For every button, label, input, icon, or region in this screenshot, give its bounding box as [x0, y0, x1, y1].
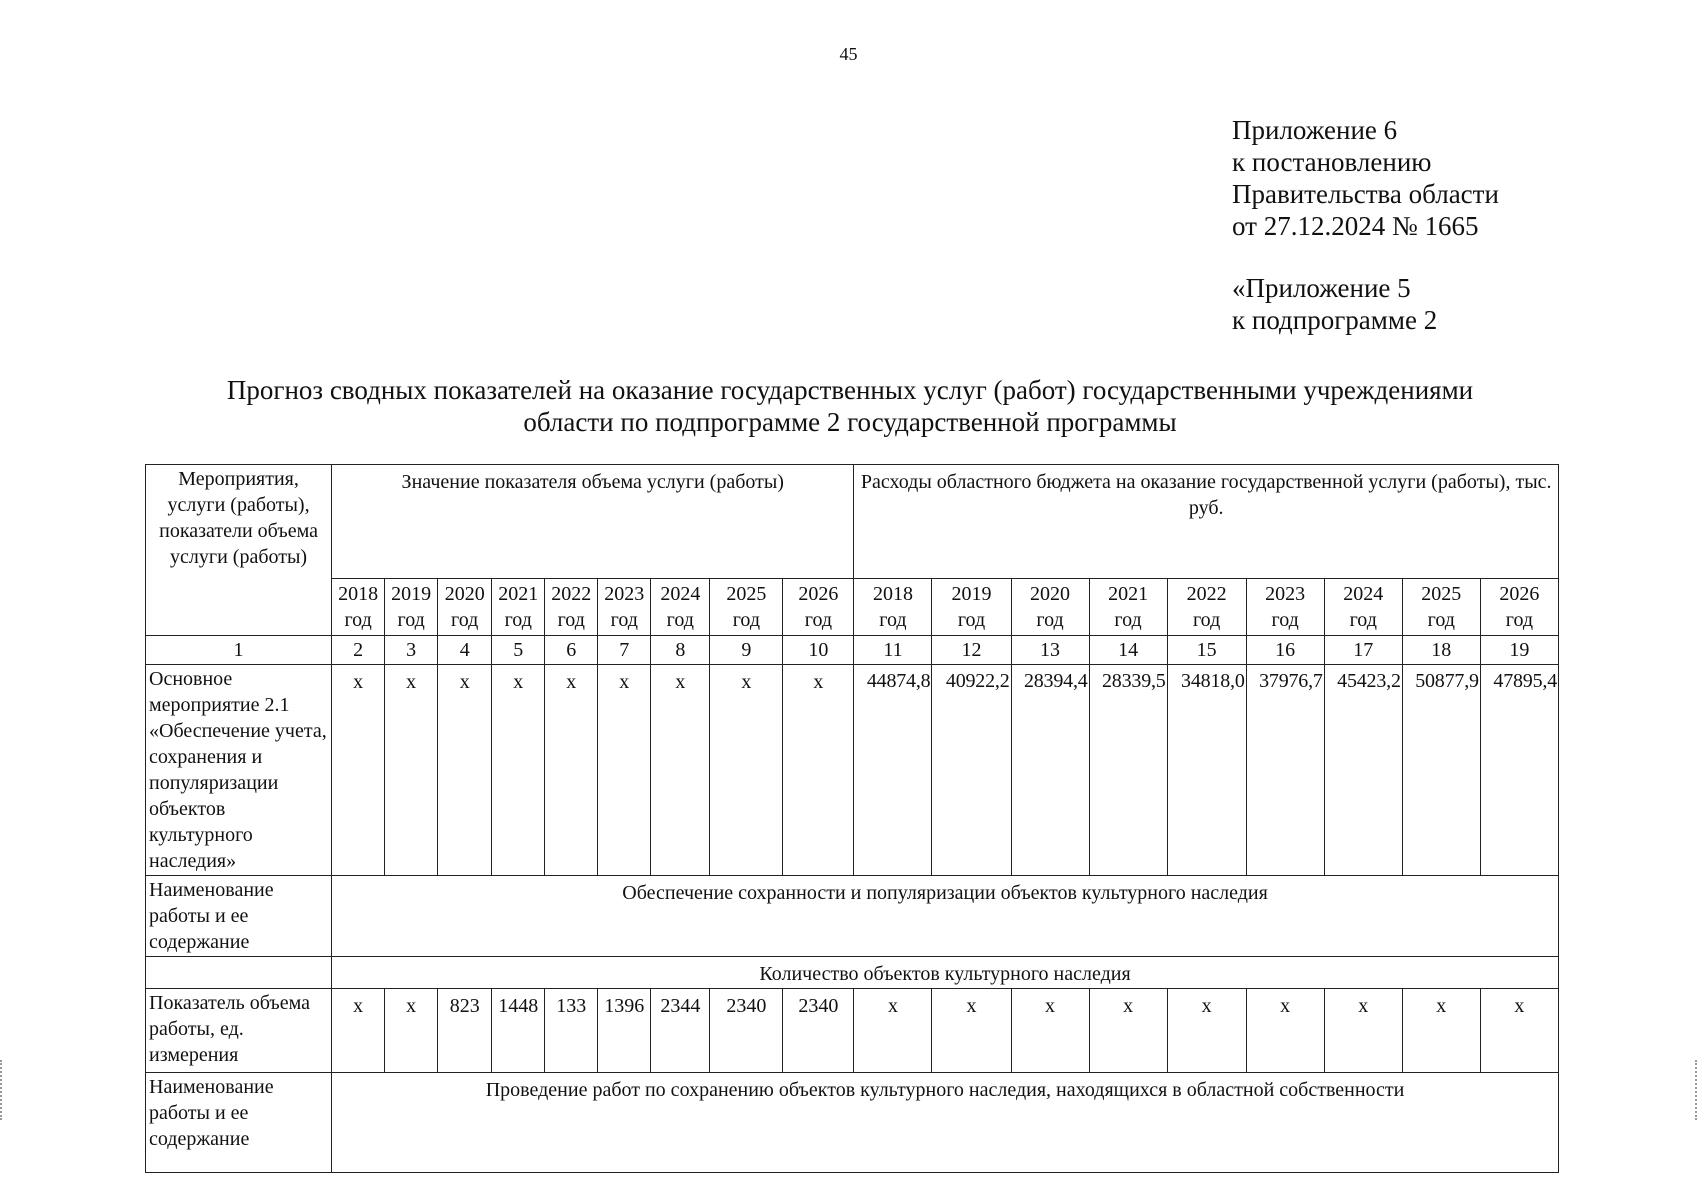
- year-value: 2019: [391, 583, 432, 605]
- volume-cell: 2344: [651, 989, 710, 1073]
- volume-cell: x: [385, 665, 438, 876]
- appendix-line: Правительства области: [1232, 179, 1499, 209]
- volume-cell: 823: [438, 989, 492, 1073]
- column-number-cell: 18: [1402, 636, 1480, 665]
- year-header-cell: [651, 579, 710, 636]
- year-header-cell: [1089, 579, 1167, 636]
- year-value: 2025: [1421, 583, 1462, 605]
- column-number-cell: 11: [854, 636, 932, 665]
- expense-cell: x: [1167, 989, 1246, 1073]
- year-suffix: год: [957, 609, 986, 631]
- year-suffix: год: [557, 609, 585, 631]
- expense-cell: x: [854, 989, 932, 1073]
- expense-cell: x: [1089, 989, 1167, 1073]
- year-suffix: год: [610, 609, 638, 631]
- expense-cell: x: [1480, 989, 1558, 1073]
- table-row: [146, 665, 1559, 876]
- volume-cell: x: [598, 665, 651, 876]
- year-value: 2026: [1499, 583, 1540, 605]
- column-number-cell: 19: [1480, 636, 1558, 665]
- volume-cell: x: [651, 665, 710, 876]
- column-number-cell: 8: [651, 636, 710, 665]
- table-row: [146, 1073, 1559, 1173]
- year-header-cell: [854, 579, 932, 636]
- column-number-cell: 12: [932, 636, 1011, 665]
- column-number-cell: 7: [598, 636, 651, 665]
- year-header-cell: [783, 579, 854, 636]
- expense-cell: 47895,4: [1480, 665, 1558, 876]
- year-header-cell: [1402, 579, 1480, 636]
- appendix-line: Приложение 6: [1232, 115, 1398, 145]
- year-suffix: год: [504, 609, 532, 631]
- expense-cell: 37976,7: [1246, 665, 1324, 876]
- volume-cell: x: [385, 989, 438, 1073]
- volume-cell: x: [492, 665, 545, 876]
- expense-cell: x: [932, 989, 1011, 1073]
- year-suffix: год: [1192, 609, 1221, 631]
- column-number-cell: 3: [385, 636, 438, 665]
- year-suffix: год: [732, 609, 760, 631]
- volume-cell: x: [332, 989, 385, 1073]
- appendix-line: от 27.12.2024 № 1665: [1232, 211, 1479, 241]
- year-suffix: год: [1349, 609, 1377, 631]
- year-suffix: год: [1114, 609, 1142, 631]
- year-header-cell: [385, 579, 438, 636]
- expense-cell: 28339,5: [1089, 665, 1167, 876]
- row-label: [146, 957, 332, 989]
- year-suffix: год: [804, 609, 833, 631]
- year-value: 2020: [444, 583, 485, 605]
- year-suffix: год: [1505, 609, 1534, 631]
- year-value: 2024: [660, 583, 701, 605]
- expense-cell: 44874,8: [854, 665, 932, 876]
- year-value: 2018: [872, 583, 913, 605]
- year-value: 2021: [1108, 583, 1149, 605]
- volume-cell: 1396: [598, 989, 651, 1073]
- volume-cell: 2340: [710, 989, 783, 1073]
- work-name-text: Проведение работ по сохранению объектов культурного наследия, находящихся в областной собственности: [332, 1073, 1559, 1173]
- year-header-cell: [932, 579, 1011, 636]
- year-header-cell: [710, 579, 783, 636]
- year-suffix: год: [344, 609, 372, 631]
- column-number-cell: 13: [1011, 636, 1089, 665]
- expense-cell: 45423,2: [1324, 665, 1402, 876]
- year-value: 2021: [498, 583, 539, 605]
- volume-cell: x: [545, 665, 598, 876]
- year-header-cell: [332, 579, 385, 636]
- volume-cell: x: [438, 665, 492, 876]
- year-header-cell: [545, 579, 598, 636]
- work-name-text: Обеспечение сохранности и популяризации объектов культурного наследия: [332, 876, 1559, 957]
- column-number-cell: 9: [710, 636, 783, 665]
- year-value: 2026: [798, 583, 839, 605]
- appendix-line: «Приложение 5: [1232, 273, 1411, 303]
- year-value: 2022: [1186, 583, 1227, 605]
- row-label: Наименование работы и ее содержание: [146, 876, 332, 957]
- volume-cell: x: [710, 665, 783, 876]
- document-title: [150, 374, 1550, 438]
- forecast-table: [145, 464, 1559, 1173]
- title-line-2: области по подпрограмме 2 государственной программы: [523, 407, 1177, 437]
- page-number: 45: [839, 44, 858, 64]
- year-suffix: год: [1036, 609, 1064, 631]
- year-header-cell: [492, 579, 545, 636]
- expense-cell: 40922,2: [932, 665, 1011, 876]
- table-row: [146, 989, 1559, 1073]
- column-number-cell: 16: [1246, 636, 1324, 665]
- year-value: 2025: [726, 583, 767, 605]
- volume-cell: x: [332, 665, 385, 876]
- column-number-cell: 1: [146, 636, 332, 665]
- year-header-cell: [598, 579, 651, 636]
- volume-cell: 133: [545, 989, 598, 1073]
- year-value: 2018: [338, 583, 379, 605]
- year-header-cell: [1167, 579, 1246, 636]
- year-value: 2022: [551, 583, 592, 605]
- year-suffix: год: [1427, 609, 1455, 631]
- year-value: 2023: [604, 583, 645, 605]
- year-header-cell: [1324, 579, 1402, 636]
- volume-cell: 2340: [783, 989, 854, 1073]
- column-number-cell: 5: [492, 636, 545, 665]
- column-number-cell: 17: [1324, 636, 1402, 665]
- appendix-line: к постановлению: [1232, 147, 1432, 177]
- column-number-cell: 10: [783, 636, 854, 665]
- year-suffix: год: [879, 609, 907, 631]
- column-number-cell: 2: [332, 636, 385, 665]
- volume-cell: 1448: [492, 989, 545, 1073]
- appendix-line: к подпрограмме 2: [1232, 305, 1438, 335]
- year-suffix: год: [1271, 609, 1299, 631]
- column-number-cell: 14: [1089, 636, 1167, 665]
- year-suffix: год: [397, 609, 425, 631]
- expense-cell: 28394,4: [1011, 665, 1089, 876]
- expense-cell: x: [1402, 989, 1480, 1073]
- year-header-row: [146, 579, 1559, 636]
- year-value: 2019: [951, 583, 992, 605]
- year-suffix: год: [451, 609, 479, 631]
- appendix-block: [1232, 114, 1499, 336]
- table-row: [146, 957, 1559, 989]
- expense-cell: x: [1011, 989, 1089, 1073]
- column-number-cell: 4: [438, 636, 492, 665]
- year-header-cell: [1480, 579, 1558, 636]
- year-header-cell: [1011, 579, 1089, 636]
- column-number-cell: 15: [1167, 636, 1246, 665]
- column-number-row: [146, 636, 1559, 665]
- row-label: Наименование работы и ее содержание: [146, 1073, 332, 1173]
- year-value: 2024: [1343, 583, 1384, 605]
- scan-edge-marks: [1691, 1060, 1697, 1120]
- col1-header: Мероприятия, услуги (работы), показатели объема услуги (работы): [146, 465, 332, 636]
- expense-cell: x: [1324, 989, 1402, 1073]
- column-number-cell: 6: [545, 636, 598, 665]
- year-header-cell: [438, 579, 492, 636]
- expense-cell: x: [1246, 989, 1324, 1073]
- year-value: 2020: [1030, 583, 1071, 605]
- scan-edge-marks: [0, 1060, 6, 1120]
- row-label: Показатель объема работы, ед. измерения: [146, 989, 332, 1073]
- volume-cell: x: [783, 665, 854, 876]
- year-header-cell: [1246, 579, 1324, 636]
- year-value: 2023: [1265, 583, 1306, 605]
- table-row: [146, 876, 1559, 957]
- indicator-name-text: Количество объектов культурного наследия: [332, 957, 1559, 989]
- year-suffix: год: [666, 609, 694, 631]
- volume-group-header: Значение показателя объема услуги (работы): [332, 465, 854, 579]
- expense-cell: 34818,0: [1167, 665, 1246, 876]
- expense-cell: 50877,9: [1402, 665, 1480, 876]
- expenses-group-header: Расходы областного бюджета на оказание государственной услуги (работы), тыс. руб.: [854, 465, 1559, 579]
- row-label: Основное мероприятие 2.1 «Обеспечение учета, сохранения и популяризации объектов культурного наследия»: [146, 665, 332, 876]
- title-line-1: Прогноз сводных показателей на оказание государственных услуг (работ) государственными учреждениями: [226, 375, 1474, 405]
